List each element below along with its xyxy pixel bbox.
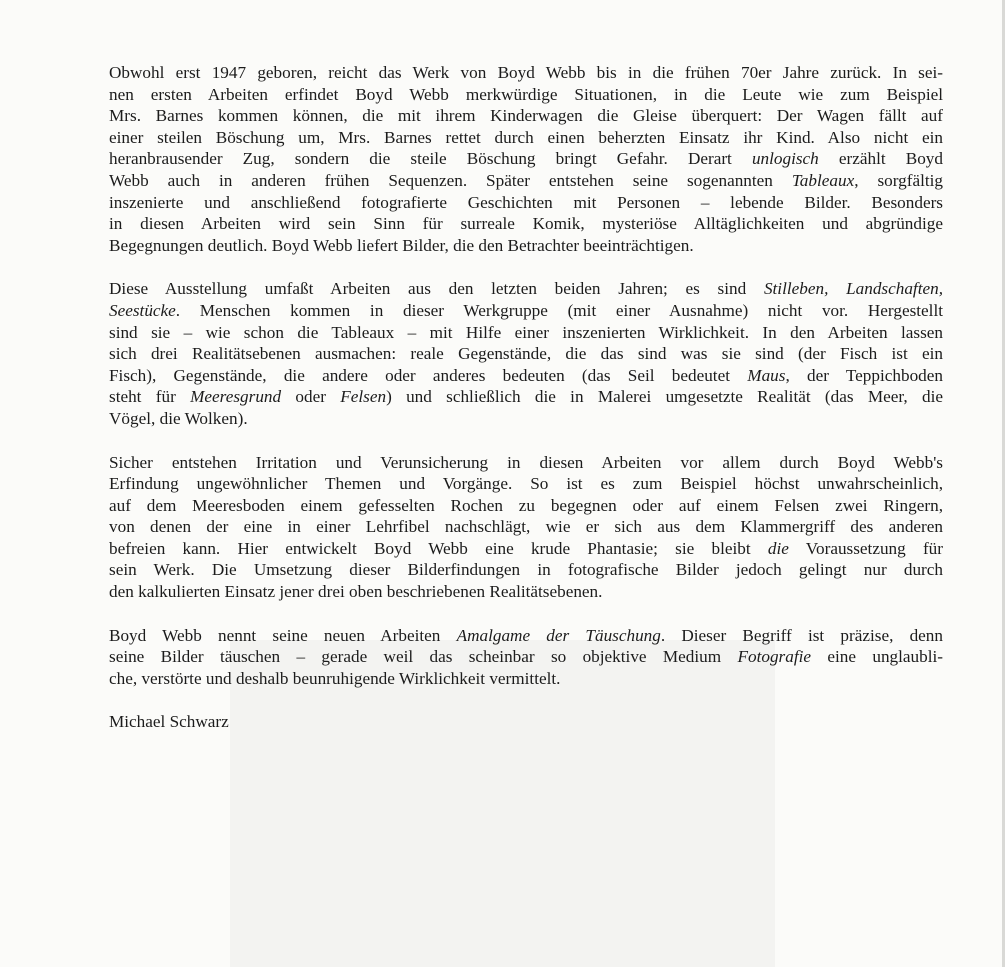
text-segment: sich drei Realitätsebenen ausmachen: reale Gegenstände, die das sind was sie sind (der Fisch ist ein bbox=[109, 344, 943, 364]
text-line bbox=[109, 322, 943, 344]
text-segment: Vögel, die Wolken). bbox=[109, 408, 248, 428]
text-line bbox=[109, 516, 943, 538]
italic-text: Fotografie bbox=[737, 647, 812, 667]
text-segment: Sicher entstehen Irritation und Verunsicherung in diesen Arbeiten vor allem durch Boyd Webb's bbox=[109, 452, 943, 472]
text-line bbox=[109, 581, 943, 603]
text-line bbox=[109, 495, 943, 517]
text-line bbox=[109, 192, 943, 214]
text-line bbox=[109, 84, 943, 106]
italic-text: Amalgame der Täuschung bbox=[456, 625, 661, 645]
italic-text: Tableaux bbox=[791, 170, 855, 190]
text-line bbox=[109, 386, 943, 408]
text-line bbox=[109, 148, 943, 170]
text-line bbox=[109, 127, 943, 149]
italic-text: Stilleben, Landschaften, bbox=[763, 279, 943, 299]
text-segment: seine Bilder täuschen – gerade weil das scheinbar so objektive Medium bbox=[109, 647, 738, 667]
text-line bbox=[109, 646, 943, 668]
text-segment: sein Werk. Die Umsetzung dieser Bilderfindungen in fotografische Bilder jedoch gelingt nur durch bbox=[109, 560, 943, 580]
text-segment: sind sie – wie schon die Tableaux – mit Hilfe einer inszenierten Wirklichkeit. In den Arbeiten lassen bbox=[109, 322, 943, 342]
text-segment: , sorgfältig bbox=[854, 170, 944, 190]
italic-text: Meeresgrund bbox=[190, 387, 282, 407]
text-segment: Mrs. Barnes kommen können, die mit ihrem Kinderwagen die Gleise überquert: Der Wagen fällt auf bbox=[109, 106, 943, 126]
paragraph bbox=[109, 452, 943, 603]
text-segment: eine unglaubli- bbox=[811, 647, 944, 667]
text-line bbox=[109, 452, 943, 474]
text-segment: in diesen Arbeiten wird sein Sinn für surreale Komik, mysteriöse Alltäglichkeiten und abgründige bbox=[109, 214, 943, 234]
text-segment: steht für bbox=[109, 387, 191, 407]
author-signature: Michael Schwarz bbox=[109, 712, 229, 732]
text-line bbox=[109, 668, 943, 690]
text-segment: nen ersten Arbeiten erfindet Boyd Webb merkwürdige Situationen, in die Leute wie zum Beispiel bbox=[109, 84, 943, 104]
paragraph bbox=[109, 278, 943, 429]
text-segment: heranbrausender Zug, sondern die steile Böschung bringt Gefahr. Derart bbox=[109, 149, 752, 169]
text-line bbox=[109, 300, 943, 322]
text-segment: Erfindung ungewöhnlicher Themen und Vorgänge. So ist es zum Beispiel höchst unwahrscheinlich, bbox=[109, 474, 943, 494]
italic-text: unlogisch bbox=[751, 149, 819, 169]
text-segment: Diese Ausstellung umfaßt Arbeiten aus den letzten beiden Jahren; es sind bbox=[109, 279, 764, 299]
text-segment: ) und schließlich die in Malerei umgesetzte Realität (das Meer, die bbox=[386, 387, 943, 407]
text-segment: befreien kann. Hier entwickelt Boyd Webb eine krude Phantasie; sie bleibt bbox=[109, 538, 768, 558]
text-segment: einer steilen Böschung um, Mrs. Barnes rettet durch einen beherzten Einsatz ihr Kind. Also nicht ein bbox=[109, 127, 943, 147]
paragraph bbox=[109, 625, 943, 690]
article-paragraphs bbox=[109, 62, 943, 689]
text-line bbox=[109, 213, 943, 235]
article-body bbox=[109, 62, 943, 755]
text-line bbox=[109, 235, 943, 257]
text-segment: Begegnungen deutlich. Boyd Webb liefert Bilder, die den Betrachter beeinträchtigen. bbox=[109, 235, 694, 255]
text-line bbox=[109, 170, 943, 192]
italic-text: die bbox=[767, 538, 789, 558]
text-segment: che, verstörte und deshalb beunruhigende Wirklichkeit vermittelt. bbox=[109, 668, 561, 688]
text-segment: oder bbox=[281, 387, 341, 407]
text-line bbox=[109, 473, 943, 495]
italic-text: Maus bbox=[747, 365, 786, 385]
text-line bbox=[109, 408, 943, 430]
text-line bbox=[109, 62, 943, 84]
text-segment: von denen der eine in einer Lehrfibel nachschlägt, wie er sich aus dem Klammergriff des anderen bbox=[109, 517, 943, 537]
paragraph bbox=[109, 62, 943, 256]
text-line bbox=[109, 625, 943, 647]
text-segment: Obwohl erst 1947 geboren, reicht das Werk von Boyd Webb bis in die frühen 70er Jahre zurück. In sei- bbox=[109, 63, 943, 82]
text-segment: . Menschen kommen in dieser Werkgruppe (mit einer Ausnahme) nicht vor. Hergestellt bbox=[175, 300, 943, 320]
text-segment: Voraussetzung für bbox=[788, 538, 944, 558]
text-segment: Webb auch in anderen frühen Sequenzen. Später entstehen seine sogenannten bbox=[109, 170, 792, 190]
text-segment: inszenierte und anschließend fotografierte Geschichten mit Personen – lebende Bilder. Besonders bbox=[109, 192, 943, 212]
text-segment: auf dem Meeresboden einem gefesselten Rochen zu begegnen oder auf einem Felsen zwei Ringern, bbox=[109, 495, 943, 515]
text-segment: Fisch), Gegenstände, die andere oder anderes bedeuten (das Seil bedeutet bbox=[109, 365, 748, 385]
text-line bbox=[109, 343, 943, 365]
text-line bbox=[109, 365, 943, 387]
italic-text: Felsen bbox=[340, 387, 387, 407]
text-line bbox=[109, 559, 943, 581]
text-segment: Boyd Webb nennt seine neuen Arbeiten bbox=[109, 625, 457, 645]
text-line bbox=[109, 538, 943, 560]
text-line bbox=[109, 105, 943, 127]
text-segment: erzählt Boyd bbox=[818, 149, 943, 169]
text-segment: , der Teppichboden bbox=[785, 365, 943, 385]
text-segment: . Dieser Begriff ist präzise, denn bbox=[660, 625, 943, 645]
text-segment: den kalkulierten Einsatz jener drei oben beschriebenen Realitätsebenen. bbox=[109, 582, 603, 602]
text-line bbox=[109, 278, 943, 300]
italic-text: Seestücke bbox=[109, 300, 176, 320]
